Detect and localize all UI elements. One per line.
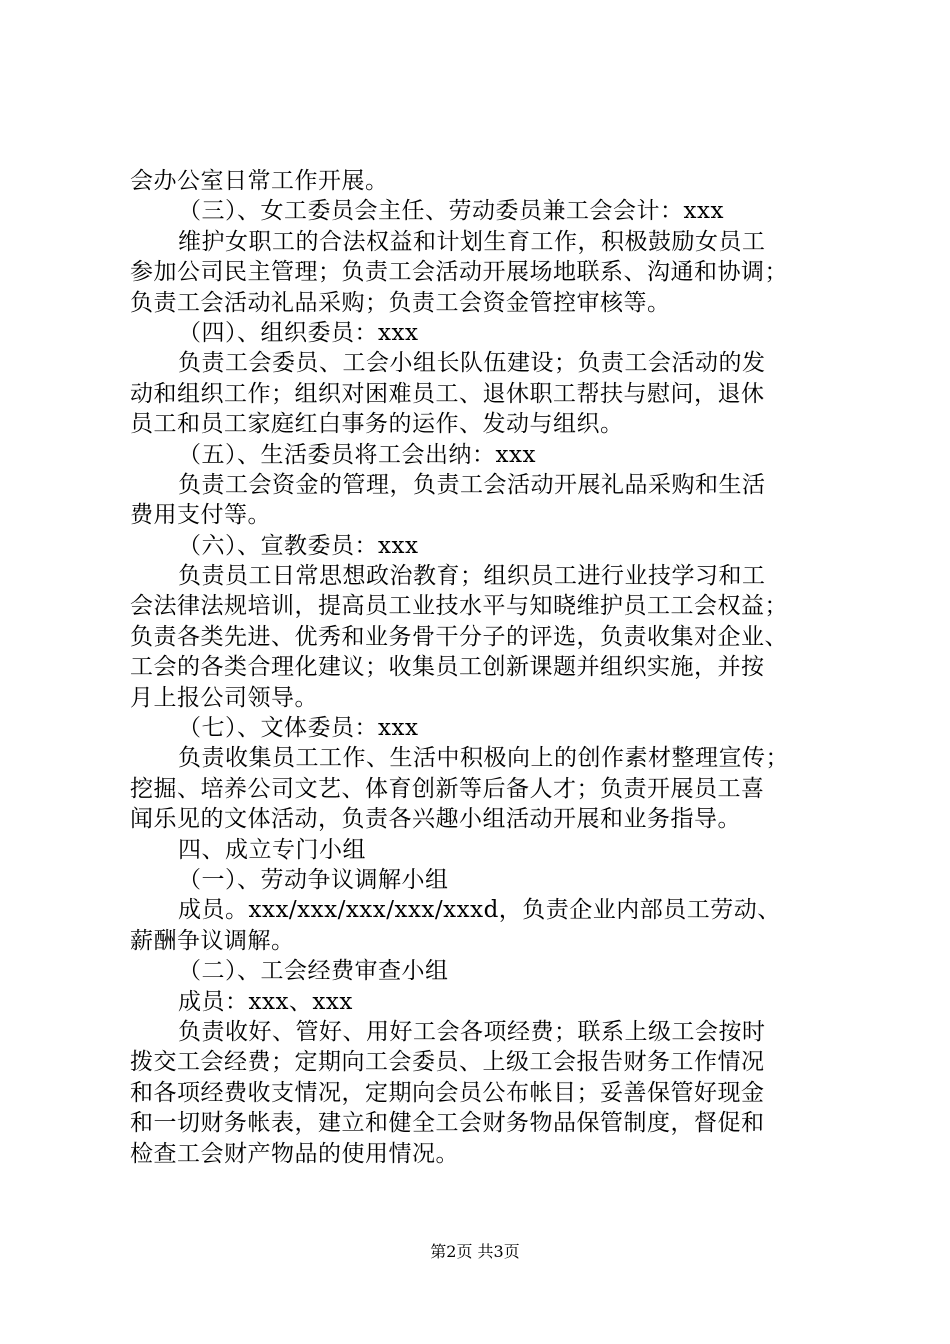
text-line: 会办公室日常工作开展。 xyxy=(130,168,389,194)
text-line: 检查工会财产物品的使用情况。 xyxy=(130,1140,459,1167)
text-line: 员工和员工家庭红白事务的运作、发动与组织。 xyxy=(130,411,624,438)
text-line: （五）、生活委员将工会出纳：xxx xyxy=(178,441,536,468)
document-body xyxy=(130,166,835,1169)
text-line: 维护女职工的合法权益和计划生育工作，积极鼓励女员工 xyxy=(178,228,766,255)
text-line: （七）、文体委员：xxx xyxy=(178,715,419,742)
text-line: （二）、工会经费审查小组 xyxy=(178,958,449,985)
text-line: （六）、宣教委员：xxx xyxy=(178,532,419,559)
text-line: 和各项经费收支情况，定期向会员公布帐目；妥善保管好现金 xyxy=(130,1079,765,1106)
text-line: 负责工会委员、工会小组长队伍建设；负责工会活动的发 xyxy=(178,350,766,377)
text-line: 闻乐见的文体活动，负责各兴趣小组活动开展和业务指导。 xyxy=(130,806,741,833)
text-line: 负责收好、管好、用好工会各项经费；联系上级工会按时 xyxy=(178,1018,766,1045)
text-line: 四、成立专门小组 xyxy=(178,836,366,863)
text-line: （三）、女工委员会主任、劳动委员兼工会会计：xxx xyxy=(178,198,724,225)
text-line: （四）、组织委员：xxx xyxy=(178,319,419,346)
page-footer: 第2页 共3页 xyxy=(430,1242,520,1261)
text-line: 成员：xxx、xxx xyxy=(178,988,353,1015)
text-line: 挖掘、培养公司文艺、体育创新等后备人才；负责开展员工喜 xyxy=(130,775,765,802)
text-line: 费用支付等。 xyxy=(130,502,271,529)
text-line: 月上报公司领导。 xyxy=(130,684,318,711)
text-line: 负责员工日常思想政治教育；组织员工进行业技学习和工 xyxy=(178,563,766,590)
text-line: 薪酬争议调解。 xyxy=(130,927,295,954)
text-line: 负责收集员工工作、生活中积极向上的创作素材整理宣传； xyxy=(178,745,789,772)
text-line: 工会的各类合理化建议；收集员工创新课题并组织实施，并按 xyxy=(130,654,765,681)
text-line: 成员。xxx/xxx/xxx/xxx/xxxd，负责企业内部员工劳动、 xyxy=(178,897,781,924)
text-line: 负责工会资金的管理，负责工会活动开展礼品采购和生活 xyxy=(178,471,766,498)
text-line: 参加公司民主管理；负责工会活动开展场地联系、沟通和协调； xyxy=(130,259,788,286)
text-line: 负责工会活动礼品采购；负责工会资金管控审核等。 xyxy=(130,289,671,316)
text-line: 拨交工会经费；定期向工会委员、上级工会报告财务工作情况 xyxy=(130,1049,765,1076)
text-line: 会法律法规培训，提高员工业技水平与知晓维护员工工会权益； xyxy=(130,593,788,620)
text-line: 负责各类先进、优秀和业务骨干分子的评选，负责收集对企业、 xyxy=(130,623,788,650)
text-line: 和一切财务帐表，建立和健全工会财务物品保管制度，督促和 xyxy=(130,1110,765,1137)
text-line: （一）、劳动争议调解小组 xyxy=(178,866,449,893)
text-line: 动和组织工作；组织对困难员工、退休职工帮扶与慰问，退休 xyxy=(130,380,765,407)
